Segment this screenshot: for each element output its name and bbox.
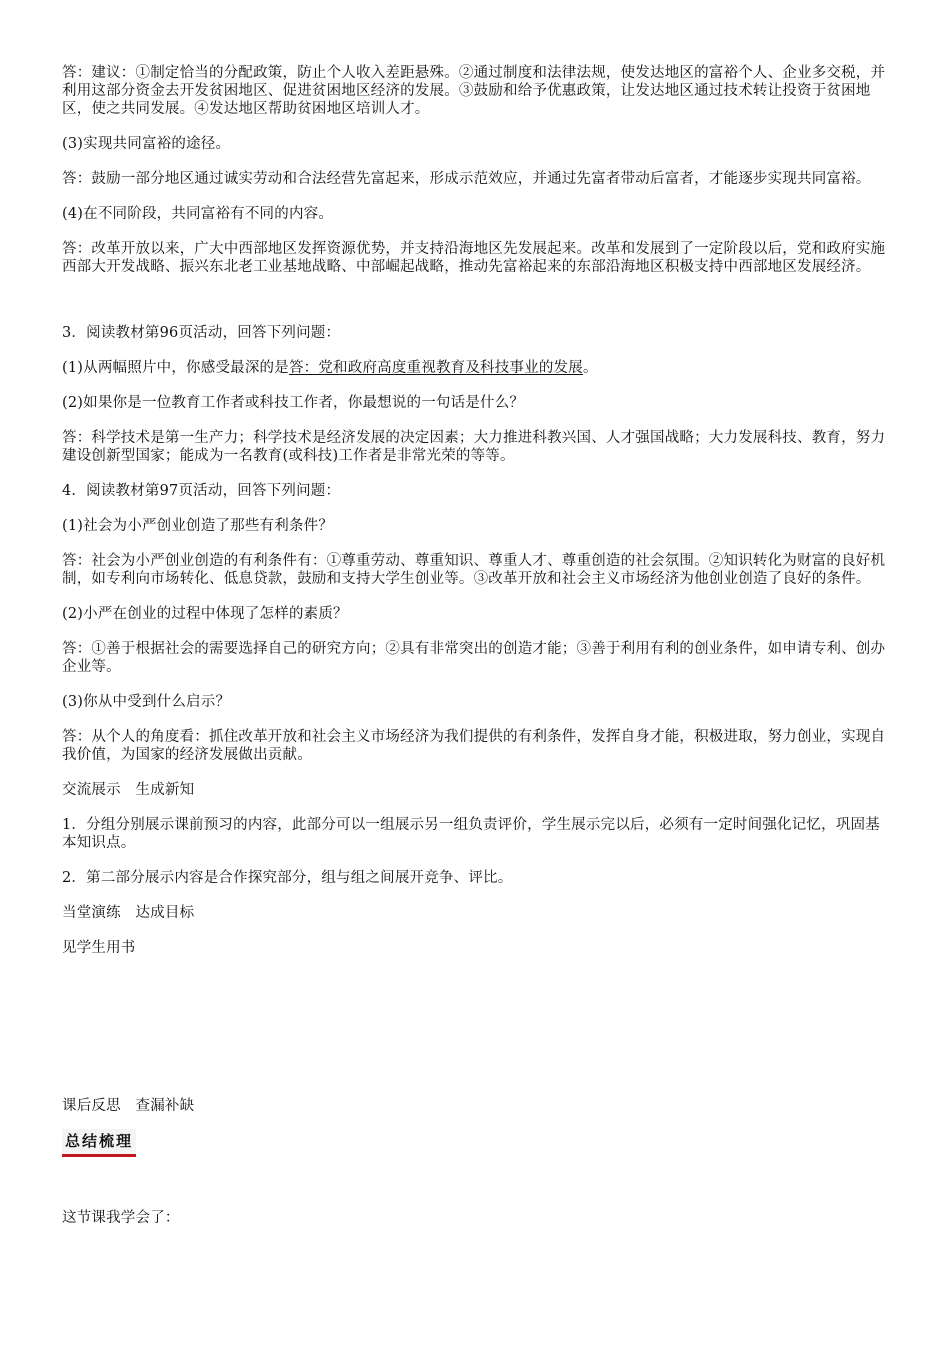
section-4-question-3: (3)你从中受到什么启示？ <box>62 694 231 710</box>
answer-4: 答：改革开放以来，广大中西部地区发挥资源优势，并支持沿海地区先发展起来。改革和发展到了一定阶段以后，党和政府实施西部大开发战略、振兴东北老工业基地战略、中部崛起战略，推动先富裕起来的东部沿海地区积极支持中西部地区发展经济。 <box>62 241 886 275</box>
document-page <box>62 64 892 1227</box>
answer-3: 答：鼓励一部分地区通过诚实劳动和合法经营先富起来，形成示范效应，并通过先富者带动后富者，才能逐步实现共同富裕。 <box>62 171 871 187</box>
practice-note: 见学生用书 <box>62 940 136 956</box>
section-4-title: 4．阅读教材第97页活动，回答下列问题： <box>62 483 341 499</box>
section-4-answer-2: 答：①善于根据社会的需要选择自己的研究方向；②具有非常突出的创造才能；③善于利用有利的创业条件，如申请专利、创办企业等。 <box>62 641 886 675</box>
section-3-question-2: (2)如果你是一位教育工作者或科技工作者，你最想说的一句话是什么？ <box>62 395 525 411</box>
section-3-question-1-suffix: 。 <box>582 360 598 376</box>
section-3-answer-2: 答：科学技术是第一生产力；科学技术是经济发展的决定因素；大力推进科教兴国、人才强国战略；大力发展科技、教育，努力建设创新型国家；能成为一名教育(或科技)工作者是非常光荣的等等。 <box>62 430 886 464</box>
heading-practice: 当堂演练 达成目标 <box>62 905 195 921</box>
answer-suggestions: 答：建议：①制定恰当的分配政策，防止个人收入差距悬殊。②通过制度和法律法规，使发达地区的富裕个人、企业多交税，并利用这部分资金去开发贫困地区、促进贫困地区经济的发展。③鼓励和给予优惠政策，让发达地区通过技术转让投资于贫困地区，使之共同发展。④发达地区帮助贫困地区培训人才。 <box>62 65 886 117</box>
exchange-item-2: 2．第二部分展示内容是合作探究部分，组与组之间展开竞争、评比。 <box>62 870 513 886</box>
section-4-question-2: (2)小严在创业的过程中体现了怎样的素质？ <box>62 606 348 622</box>
section-3-question-1 <box>62 359 892 377</box>
exchange-item-1: 1．分组分别展示课前预习的内容，此部分可以一组展示另一组负责评价，学生展示完以后，必须有一定时间强化记忆，巩固基本知识点。 <box>62 817 880 851</box>
section-4-answer-3: 答：从个人的角度看：抓住改革开放和社会主义市场经济为我们提供的有利条件，发挥自身才能，积极进取，努力创业，实现自我价值，为国家的经济发展做出贡献。 <box>62 729 886 763</box>
learned-prompt: 这节课我学会了： <box>62 1210 180 1226</box>
summary-badge: 总结梳理 <box>62 1129 136 1157</box>
section-3-question-1-answer: 答：党和政府高度重视教育及科技事业的发展 <box>288 360 583 376</box>
section-3-question-1-prefix: (1)从两幅照片中，你感受最深的是 <box>62 360 289 376</box>
question-3-common-prosperity-path: (3)实现共同富裕的途径。 <box>62 136 231 152</box>
question-4-stages: (4)在不同阶段，共同富裕有不同的内容。 <box>62 206 334 222</box>
heading-exchange: 交流展示 生成新知 <box>62 782 195 798</box>
section-4-question-1: (1)社会为小严创业创造了那些有利条件？ <box>62 518 334 534</box>
section-3-title: 3．阅读教材第96页活动，回答下列问题： <box>62 325 341 341</box>
section-4-answer-1: 答：社会为小严创业创造的有利条件有：①尊重劳动、尊重知识、尊重人才、尊重创造的社会氛围。②知识转化为财富的良好机制，如专利向市场转化、低息贷款，鼓励和支持大学生创业等。③改革开放和社会主义市场经济为他创业创造了良好的条件。 <box>62 553 886 587</box>
heading-reflection: 课后反思 查漏补缺 <box>62 1098 195 1114</box>
